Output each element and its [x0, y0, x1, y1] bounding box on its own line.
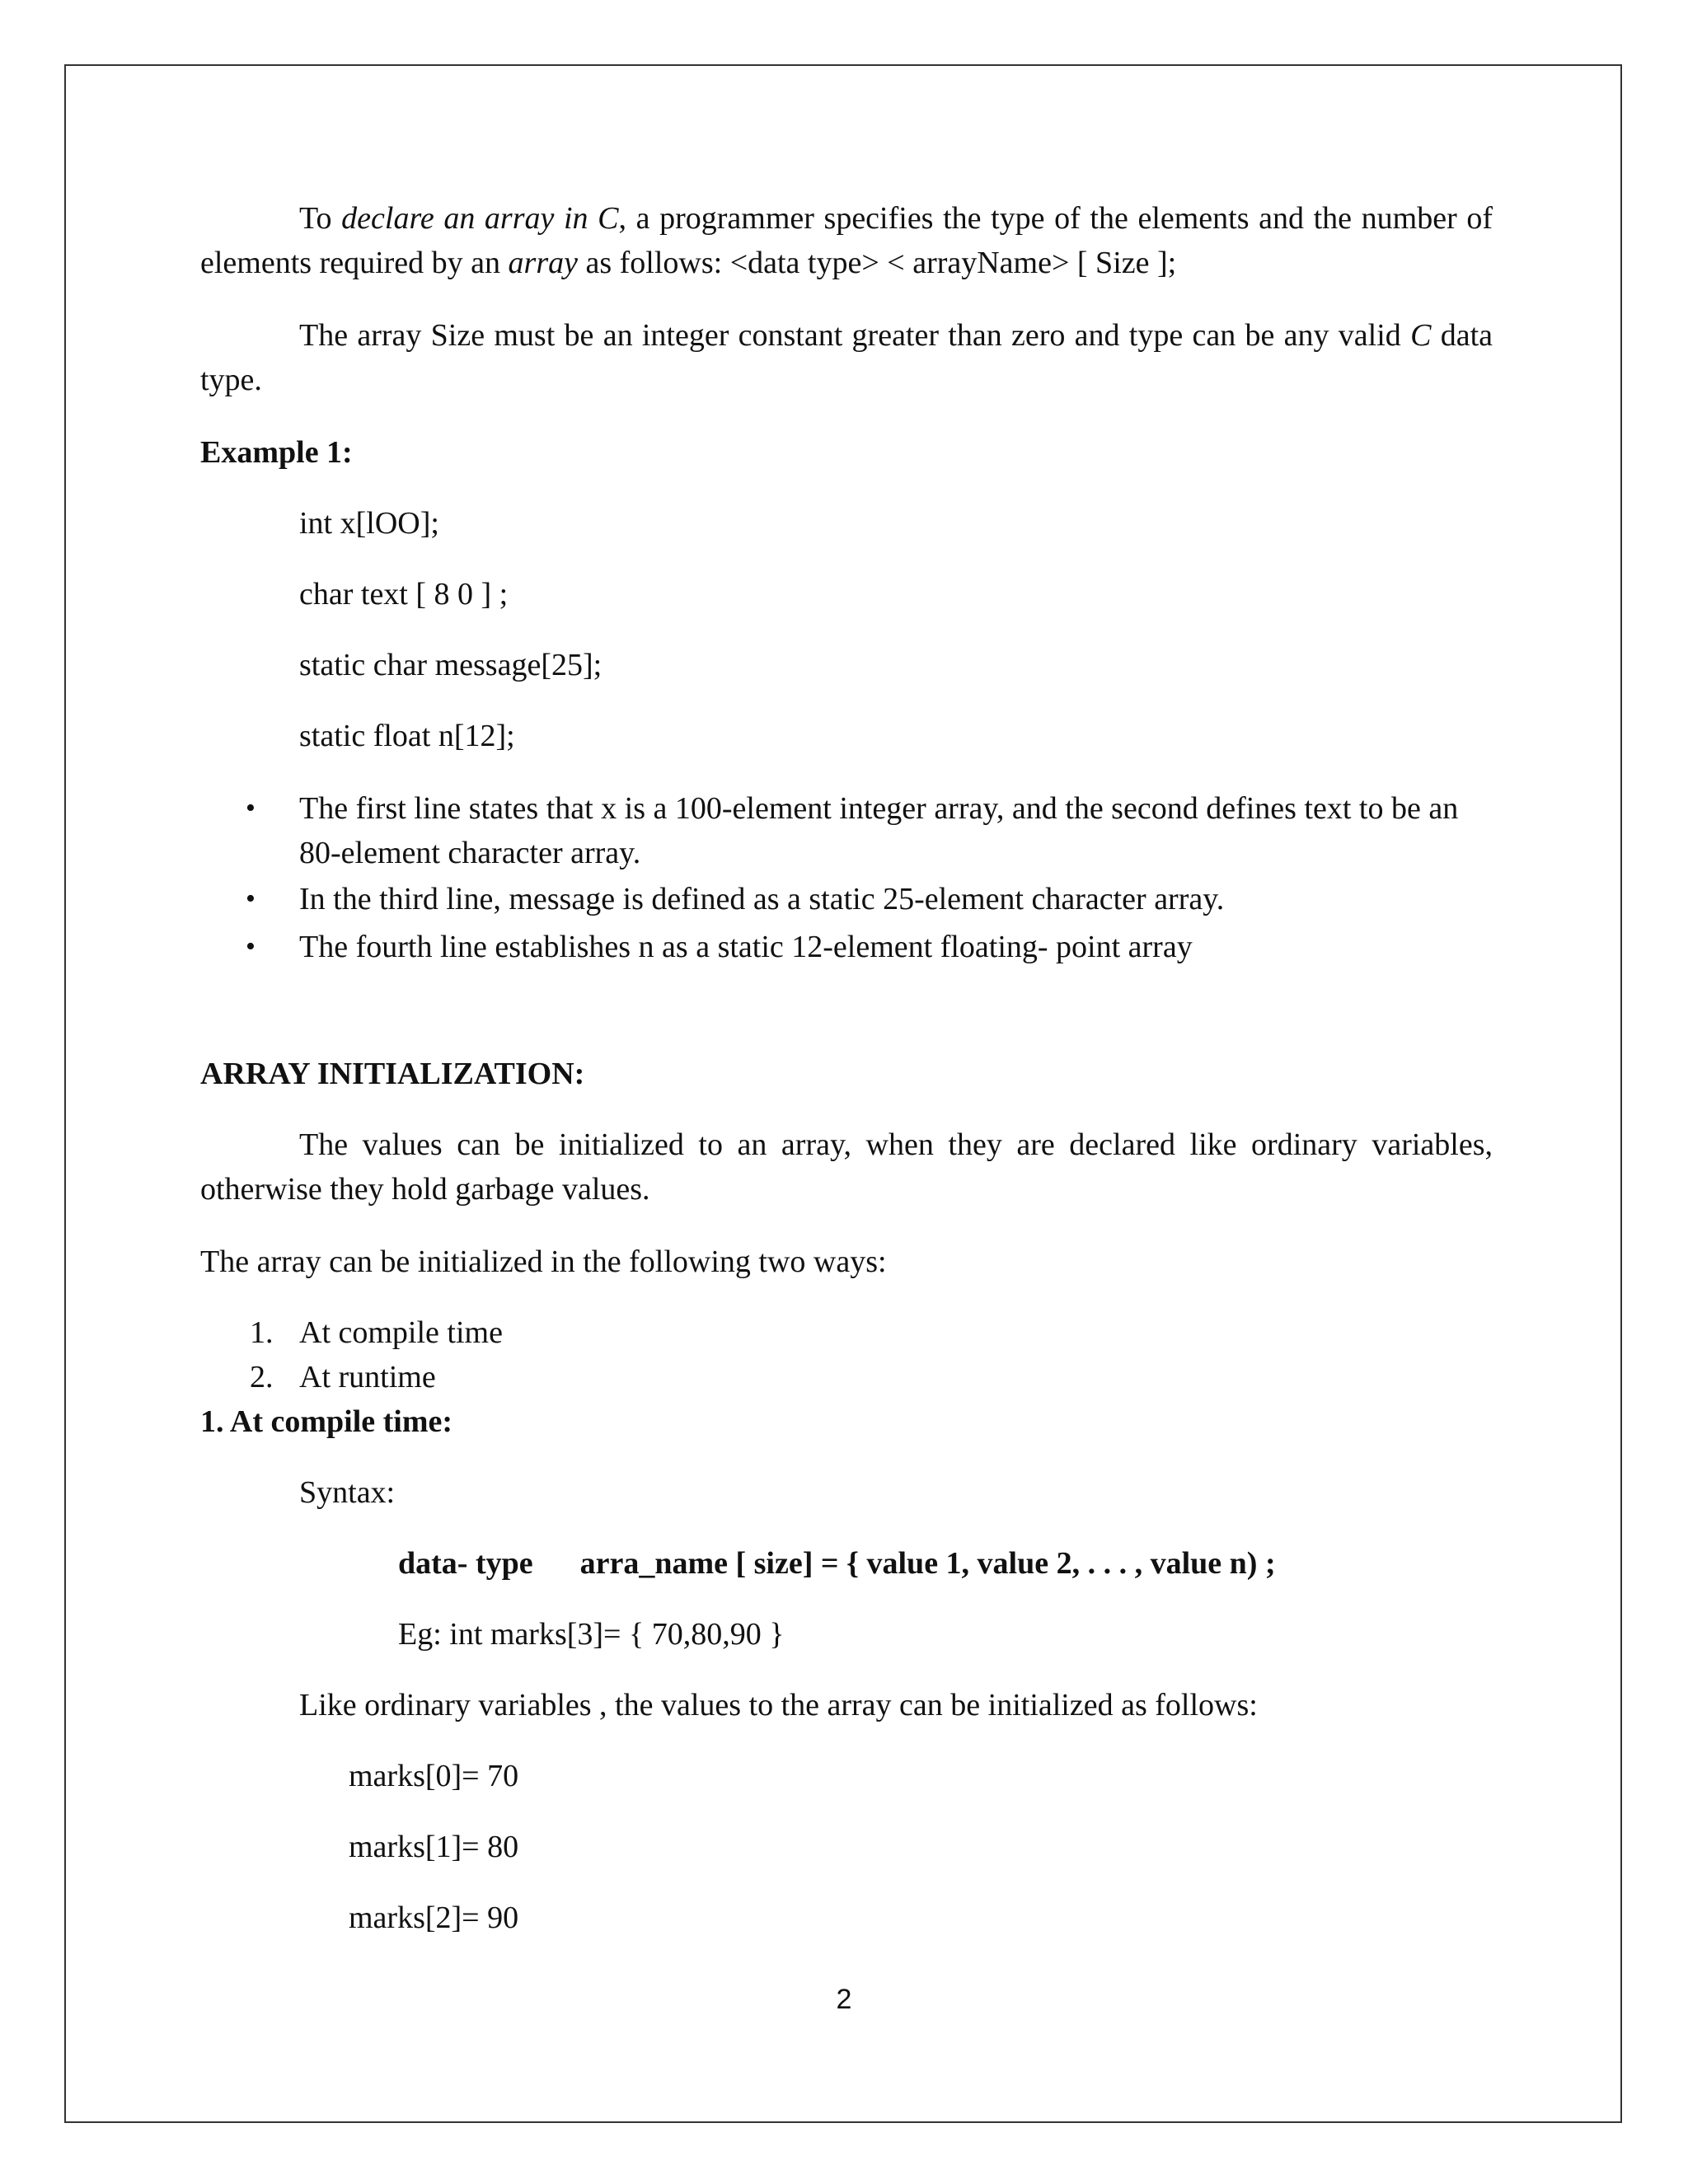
- bullet-text: The fourth line establishes n as a static 12-element floating- point array: [299, 930, 1193, 964]
- list-item: [200, 877, 1493, 921]
- list-item: [200, 1355, 1493, 1399]
- document-body: [200, 196, 1493, 1940]
- bullet-icon: •: [246, 793, 256, 823]
- list-item: [200, 786, 1493, 875]
- example-bullet-list: [200, 786, 1493, 969]
- intro-text-1c: as follows: <data type> < arrayName> [ Size ];: [577, 246, 1177, 280]
- intro-emphasis-declare: declare an array in C: [341, 201, 619, 236]
- list-number: 2.: [250, 1360, 274, 1394]
- syntax-example: Eg: int marks[3]= { 70,80,90 }: [398, 1617, 785, 1652]
- list-item-text: At compile time: [299, 1315, 503, 1350]
- syntax-code: data- type arra_name [ size] = { value 1, value 2, . . . , value n) ;: [398, 1546, 1276, 1581]
- assignment-line: marks[0]= 70: [349, 1759, 519, 1793]
- intro-text-1a: To: [299, 201, 342, 236]
- list-number: 1.: [250, 1315, 274, 1350]
- intro-text-2a: The array Size must be an integer constant greater than zero and type can be any valid: [299, 318, 1411, 353]
- assignment-line: marks[1]= 80: [349, 1830, 519, 1864]
- syntax-label: Syntax:: [299, 1475, 396, 1510]
- intro-paragraph-2: [200, 313, 1493, 402]
- code-line: int x[lOO];: [299, 506, 439, 541]
- array-init-ways-intro: The array can be initialized in the following two ways:: [200, 1244, 887, 1279]
- array-init-paragraph: The values can be initialized to an array, when they are declared like ordinary variables, otherwise they hold garbage values.: [200, 1127, 1493, 1207]
- intro-emphasis-c: C: [1410, 318, 1432, 353]
- list-item-text: At runtime: [299, 1360, 436, 1394]
- compile-time-heading: 1. At compile time:: [200, 1404, 453, 1439]
- bullet-icon: •: [246, 931, 256, 962]
- bullet-text: The first line states that x is a 100-element integer array, and the second defines text to be an 80-element character array.: [299, 791, 1459, 870]
- intro-paragraph-1: [200, 196, 1493, 285]
- code-line: static char message[25];: [299, 648, 603, 682]
- intro-emphasis-array: array: [508, 246, 578, 280]
- code-line: char text [ 8 0 ] ;: [299, 577, 509, 612]
- array-initialization-heading: ARRAY INITIALIZATION:: [200, 1057, 585, 1091]
- bullet-icon: •: [246, 883, 256, 914]
- assignment-line: marks[2]= 90: [349, 1900, 519, 1935]
- page-number: 2: [836, 1984, 852, 2015]
- example-1-heading: Example 1:: [200, 435, 353, 470]
- list-item: [200, 925, 1493, 969]
- code-line: static float n[12];: [299, 719, 515, 753]
- init-ways-list: [200, 1310, 1493, 1399]
- bullet-text: In the third line, message is defined as a static 25-element character array.: [299, 882, 1225, 916]
- intro-text-2b: data type.: [200, 318, 1493, 397]
- initialization-note: Like ordinary variables , the values to the array can be initialized as follows:: [299, 1688, 1258, 1722]
- intro-text-1b: , a programmer specifies the type of the elements and the number of elements required by an: [200, 201, 1493, 280]
- list-item: [200, 1310, 1493, 1355]
